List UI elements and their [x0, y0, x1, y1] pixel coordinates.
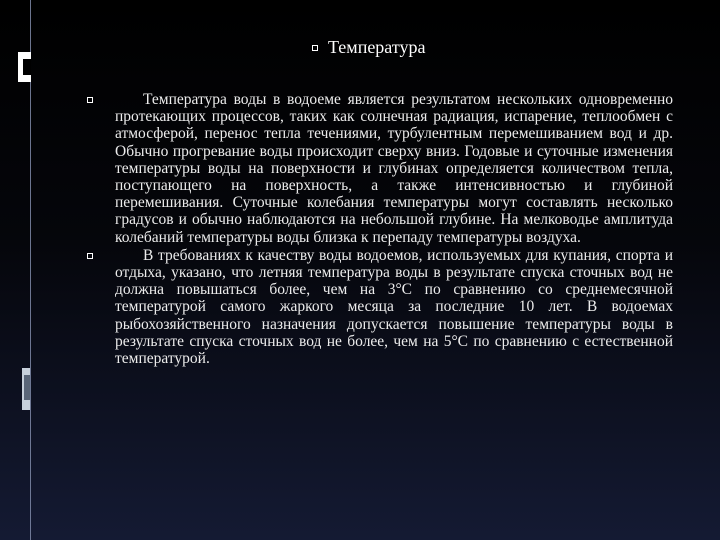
title-row: [312, 37, 425, 58]
decor-square-bottom-inner: [24, 375, 30, 400]
slide-content: [87, 91, 673, 367]
square-bullet-icon: [87, 97, 93, 103]
paragraph-text: В требованиях к качеству воды водоемов, используемых для купания, спорта и отдыха, указано, что летняя температура воды в результате спуска сточных вод не должна повышаться более, чем на 3°С по сравнению со среднемесячной температурой самого жаркого месяца за последние 10 лет. В водоемах рыбохозяйственного назначения допускается повышение температуры воды в результате спуска сточных вод не более, чем на 5°С по сравнению с естественной температурой.: [115, 246, 673, 368]
square-bullet-icon: [87, 253, 93, 259]
decor-square-top-inner: [23, 59, 31, 75]
square-bullet-icon: [312, 45, 318, 51]
paragraph-requirements: [87, 247, 673, 367]
paragraph-temperature: [87, 91, 673, 246]
paragraph-text: Температура воды в водоеме является результатом нескольких одновременно протекающих процессов, таких как солнечная радиация, испарение, теплообмен с атмосферой, перенос тепла течениями, турбулентным перемешиванием вод и др. Обычно прогревание воды происходит сверху вниз. Годовые и суточные изменения температуры воды на поверхности и глубинах определяется количеством тепла, поступающего на поверхность, а также интенсивностью и глубиной перемешивания. Суточные колебания температуры могут составлять несколько градусов и обычно наблюдаются на небольшой глубине. На мелководье амплитуда колебаний температуры воды близка к перепаду температуры воздуха.: [115, 91, 673, 246]
slide-title: Температура: [328, 37, 426, 57]
